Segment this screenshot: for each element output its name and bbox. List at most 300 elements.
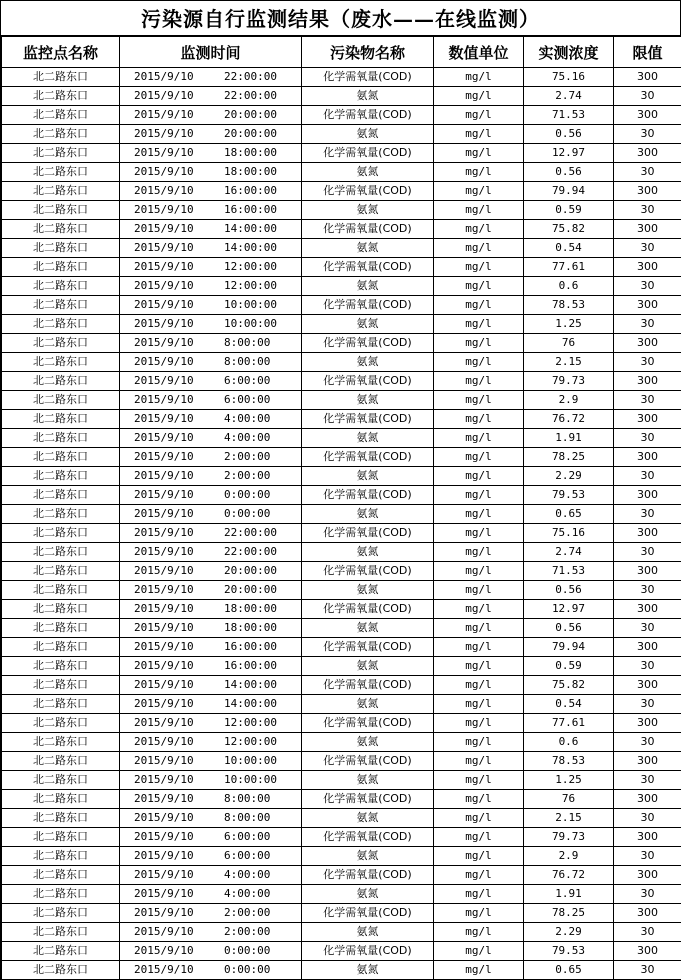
cell-value[interactable]: 0.54 [524, 695, 614, 714]
cell-pollutant[interactable]: 氨氮 [302, 87, 434, 106]
cell-date-text: 2015/9/10 [120, 772, 224, 788]
cell-pollutant[interactable]: 化学需氧量(COD) [302, 220, 434, 239]
cell-time[interactable] [120, 467, 302, 486]
cell-site[interactable]: 北二路东口 [2, 942, 120, 961]
cell-pollutant[interactable]: 化学需氧量(COD) [302, 144, 434, 163]
cell-site[interactable]: 北二路东口 [2, 258, 120, 277]
cell-unit[interactable]: mg/l [434, 961, 524, 980]
cell-limit[interactable]: 30 [614, 201, 681, 220]
cell-value[interactable]: 78.25 [524, 904, 614, 923]
cell-time-text: 16:00:00 [224, 639, 277, 655]
cell-site[interactable]: 北二路东口 [2, 296, 120, 315]
cell-site[interactable]: 北二路东口 [2, 106, 120, 125]
cell-pollutant[interactable]: 化学需氧量(COD) [302, 258, 434, 277]
cell-value[interactable]: 2.9 [524, 847, 614, 866]
cell-time[interactable] [120, 771, 302, 790]
cell-limit[interactable]: 300 [614, 524, 681, 543]
cell-unit[interactable]: mg/l [434, 866, 524, 885]
cell-site[interactable]: 北二路东口 [2, 657, 120, 676]
cell-time[interactable] [120, 315, 302, 334]
cell-site[interactable]: 北二路东口 [2, 923, 120, 942]
cell-limit[interactable]: 30 [614, 961, 681, 980]
cell-site[interactable]: 北二路东口 [2, 866, 120, 885]
cell-value[interactable]: 0.6 [524, 733, 614, 752]
cell-time[interactable] [120, 657, 302, 676]
cell-unit[interactable]: mg/l [434, 467, 524, 486]
cell-limit[interactable]: 30 [614, 315, 681, 334]
cell-unit[interactable]: mg/l [434, 410, 524, 429]
cell-time[interactable] [120, 676, 302, 695]
cell-limit[interactable]: 300 [614, 562, 681, 581]
cell-limit[interactable]: 300 [614, 942, 681, 961]
cell-unit[interactable]: mg/l [434, 885, 524, 904]
cell-value[interactable]: 79.94 [524, 182, 614, 201]
cell-value[interactable]: 79.53 [524, 486, 614, 505]
cell-pollutant[interactable]: 化学需氧量(COD) [302, 182, 434, 201]
cell-time[interactable] [120, 524, 302, 543]
cell-pollutant[interactable]: 化学需氧量(COD) [302, 562, 434, 581]
cell-site[interactable]: 北二路东口 [2, 467, 120, 486]
cell-pollutant[interactable]: 氨氮 [302, 885, 434, 904]
cell-pollutant[interactable]: 化学需氧量(COD) [302, 524, 434, 543]
cell-unit[interactable]: mg/l [434, 695, 524, 714]
cell-site[interactable]: 北二路东口 [2, 847, 120, 866]
cell-site[interactable]: 北二路东口 [2, 353, 120, 372]
cell-time[interactable] [120, 543, 302, 562]
cell-time[interactable] [120, 847, 302, 866]
cell-unit[interactable]: mg/l [434, 638, 524, 657]
cell-limit[interactable]: 30 [614, 505, 681, 524]
cell-time[interactable] [120, 372, 302, 391]
cell-limit[interactable]: 300 [614, 866, 681, 885]
cell-value[interactable]: 76 [524, 790, 614, 809]
cell-time[interactable] [120, 410, 302, 429]
cell-unit[interactable]: mg/l [434, 505, 524, 524]
cell-pollutant[interactable]: 化学需氧量(COD) [302, 714, 434, 733]
header-value[interactable]: 实测浓度 [524, 37, 614, 68]
cell-limit[interactable]: 300 [614, 106, 681, 125]
cell-limit[interactable]: 30 [614, 353, 681, 372]
cell-unit[interactable]: mg/l [434, 600, 524, 619]
cell-time[interactable] [120, 68, 302, 87]
cell-time[interactable] [120, 562, 302, 581]
cell-unit[interactable]: mg/l [434, 391, 524, 410]
cell-pollutant[interactable]: 化学需氧量(COD) [302, 296, 434, 315]
cell-site[interactable]: 北二路东口 [2, 315, 120, 334]
cell-pollutant[interactable]: 化学需氧量(COD) [302, 828, 434, 847]
cell-unit[interactable]: mg/l [434, 258, 524, 277]
cell-site[interactable]: 北二路东口 [2, 429, 120, 448]
cell-pollutant[interactable]: 氨氮 [302, 467, 434, 486]
cell-limit[interactable]: 30 [614, 885, 681, 904]
cell-site[interactable]: 北二路东口 [2, 334, 120, 353]
cell-limit[interactable]: 30 [614, 809, 681, 828]
cell-time[interactable] [120, 448, 302, 467]
cell-pollutant[interactable]: 氨氮 [302, 809, 434, 828]
cell-site[interactable]: 北二路东口 [2, 581, 120, 600]
cell-unit[interactable]: mg/l [434, 524, 524, 543]
cell-time[interactable] [120, 809, 302, 828]
cell-value[interactable]: 75.16 [524, 524, 614, 543]
cell-limit[interactable]: 30 [614, 733, 681, 752]
cell-site[interactable]: 北二路东口 [2, 714, 120, 733]
cell-time[interactable] [120, 125, 302, 144]
cell-time[interactable] [120, 201, 302, 220]
cell-time[interactable] [120, 866, 302, 885]
cell-limit[interactable]: 30 [614, 239, 681, 258]
cell-unit[interactable]: mg/l [434, 106, 524, 125]
cell-site[interactable]: 北二路东口 [2, 410, 120, 429]
cell-value[interactable]: 1.91 [524, 429, 614, 448]
cell-value[interactable]: 0.59 [524, 201, 614, 220]
cell-limit[interactable]: 300 [614, 714, 681, 733]
cell-pollutant[interactable]: 氨氮 [302, 201, 434, 220]
cell-value[interactable]: 0.65 [524, 961, 614, 980]
cell-unit[interactable]: mg/l [434, 847, 524, 866]
cell-time[interactable] [120, 391, 302, 410]
cell-value[interactable]: 78.53 [524, 752, 614, 771]
cell-time[interactable] [120, 961, 302, 980]
cell-site[interactable]: 北二路东口 [2, 391, 120, 410]
cell-site[interactable]: 北二路东口 [2, 828, 120, 847]
cell-limit[interactable]: 300 [614, 410, 681, 429]
cell-pollutant[interactable]: 氨氮 [302, 125, 434, 144]
cell-unit[interactable]: mg/l [434, 581, 524, 600]
cell-value[interactable]: 2.29 [524, 467, 614, 486]
cell-value[interactable]: 71.53 [524, 562, 614, 581]
cell-limit[interactable]: 30 [614, 163, 681, 182]
cell-site[interactable]: 北二路东口 [2, 543, 120, 562]
cell-limit[interactable]: 300 [614, 790, 681, 809]
cell-time[interactable] [120, 638, 302, 657]
cell-limit[interactable]: 30 [614, 125, 681, 144]
cell-pollutant[interactable]: 氨氮 [302, 923, 434, 942]
cell-unit[interactable]: mg/l [434, 676, 524, 695]
cell-time[interactable] [120, 106, 302, 125]
cell-unit[interactable]: mg/l [434, 657, 524, 676]
cell-limit[interactable]: 300 [614, 220, 681, 239]
cell-unit[interactable]: mg/l [434, 448, 524, 467]
cell-limit[interactable]: 30 [614, 923, 681, 942]
cell-value[interactable]: 71.53 [524, 106, 614, 125]
cell-time[interactable] [120, 695, 302, 714]
header-limit[interactable]: 限值 [614, 37, 681, 68]
cell-time[interactable] [120, 600, 302, 619]
cell-unit[interactable]: mg/l [434, 923, 524, 942]
cell-unit[interactable]: mg/l [434, 733, 524, 752]
cell-time[interactable] [120, 733, 302, 752]
cell-unit[interactable]: mg/l [434, 752, 524, 771]
cell-value[interactable]: 78.25 [524, 448, 614, 467]
cell-limit[interactable]: 300 [614, 448, 681, 467]
cell-unit[interactable]: mg/l [434, 771, 524, 790]
cell-pollutant[interactable]: 化学需氧量(COD) [302, 448, 434, 467]
cell-limit[interactable]: 300 [614, 752, 681, 771]
cell-unit[interactable]: mg/l [434, 315, 524, 334]
table-row [2, 752, 681, 771]
cell-pollutant[interactable]: 化学需氧量(COD) [302, 600, 434, 619]
cell-limit[interactable]: 30 [614, 87, 681, 106]
cell-unit[interactable]: mg/l [434, 429, 524, 448]
cell-value[interactable]: 1.25 [524, 315, 614, 334]
cell-unit[interactable]: mg/l [434, 353, 524, 372]
cell-value[interactable]: 2.15 [524, 353, 614, 372]
cell-site[interactable]: 北二路东口 [2, 372, 120, 391]
cell-unit[interactable]: mg/l [434, 220, 524, 239]
cell-limit[interactable]: 300 [614, 904, 681, 923]
cell-site[interactable]: 北二路东口 [2, 163, 120, 182]
cell-value[interactable]: 1.91 [524, 885, 614, 904]
cell-time[interactable] [120, 790, 302, 809]
cell-value[interactable]: 79.53 [524, 942, 614, 961]
cell-time-text: 6:00:00 [224, 392, 270, 408]
cell-value[interactable]: 0.56 [524, 581, 614, 600]
cell-pollutant[interactable]: 化学需氧量(COD) [302, 752, 434, 771]
cell-pollutant[interactable]: 氨氮 [302, 315, 434, 334]
cell-pollutant[interactable]: 氨氮 [302, 353, 434, 372]
cell-unit[interactable]: mg/l [434, 904, 524, 923]
cell-pollutant[interactable]: 氨氮 [302, 657, 434, 676]
cell-unit[interactable]: mg/l [434, 277, 524, 296]
cell-site[interactable]: 北二路东口 [2, 277, 120, 296]
cell-unit[interactable]: mg/l [434, 790, 524, 809]
cell-time-text: 10:00:00 [224, 297, 277, 313]
cell-unit[interactable]: mg/l [434, 182, 524, 201]
cell-time[interactable] [120, 885, 302, 904]
cell-pollutant[interactable]: 氨氮 [302, 733, 434, 752]
cell-value[interactable]: 79.94 [524, 638, 614, 657]
cell-pollutant[interactable]: 化学需氧量(COD) [302, 942, 434, 961]
cell-value[interactable]: 75.82 [524, 676, 614, 695]
cell-unit[interactable]: mg/l [434, 125, 524, 144]
cell-unit[interactable]: mg/l [434, 87, 524, 106]
cell-unit[interactable]: mg/l [434, 334, 524, 353]
cell-limit[interactable]: 30 [614, 467, 681, 486]
cell-value[interactable]: 77.61 [524, 714, 614, 733]
cell-time[interactable] [120, 619, 302, 638]
cell-pollutant[interactable]: 化学需氧量(COD) [302, 68, 434, 87]
cell-value[interactable]: 77.61 [524, 258, 614, 277]
cell-pollutant[interactable]: 化学需氧量(COD) [302, 372, 434, 391]
cell-pollutant[interactable]: 化学需氧量(COD) [302, 790, 434, 809]
cell-time[interactable] [120, 581, 302, 600]
cell-unit[interactable]: mg/l [434, 68, 524, 87]
cell-unit[interactable]: mg/l [434, 543, 524, 562]
cell-time[interactable] [120, 353, 302, 372]
cell-pollutant[interactable]: 化学需氧量(COD) [302, 486, 434, 505]
cell-limit[interactable]: 30 [614, 581, 681, 600]
cell-time[interactable] [120, 277, 302, 296]
cell-site[interactable]: 北二路东口 [2, 809, 120, 828]
cell-pollutant[interactable]: 化学需氧量(COD) [302, 676, 434, 695]
header-pollutant[interactable]: 污染物名称 [302, 37, 434, 68]
cell-limit[interactable]: 300 [614, 68, 681, 87]
cell-site[interactable]: 北二路东口 [2, 676, 120, 695]
cell-limit[interactable]: 300 [614, 258, 681, 277]
cell-site[interactable]: 北二路东口 [2, 87, 120, 106]
cell-site[interactable]: 北二路东口 [2, 125, 120, 144]
cell-limit[interactable]: 300 [614, 372, 681, 391]
cell-limit[interactable]: 300 [614, 638, 681, 657]
cell-site[interactable]: 北二路东口 [2, 752, 120, 771]
cell-value[interactable]: 79.73 [524, 828, 614, 847]
cell-time[interactable] [120, 182, 302, 201]
cell-time[interactable] [120, 144, 302, 163]
cell-limit[interactable]: 30 [614, 619, 681, 638]
cell-value[interactable]: 79.73 [524, 372, 614, 391]
cell-pollutant[interactable]: 氨氮 [302, 429, 434, 448]
cell-value[interactable]: 2.74 [524, 87, 614, 106]
cell-value[interactable]: 0.56 [524, 125, 614, 144]
cell-site[interactable]: 北二路东口 [2, 790, 120, 809]
cell-value[interactable]: 0.54 [524, 239, 614, 258]
cell-limit[interactable]: 30 [614, 657, 681, 676]
cell-value[interactable]: 1.25 [524, 771, 614, 790]
cell-limit[interactable]: 30 [614, 277, 681, 296]
cell-unit[interactable]: mg/l [434, 619, 524, 638]
cell-pollutant[interactable]: 氨氮 [302, 619, 434, 638]
cell-value[interactable]: 78.53 [524, 296, 614, 315]
cell-limit[interactable]: 30 [614, 771, 681, 790]
cell-site[interactable]: 北二路东口 [2, 505, 120, 524]
cell-value[interactable]: 76 [524, 334, 614, 353]
cell-unit[interactable]: mg/l [434, 163, 524, 182]
cell-unit[interactable]: mg/l [434, 562, 524, 581]
cell-value[interactable]: 2.9 [524, 391, 614, 410]
cell-unit[interactable]: mg/l [434, 942, 524, 961]
cell-time[interactable] [120, 163, 302, 182]
cell-limit[interactable]: 30 [614, 429, 681, 448]
cell-pollutant[interactable]: 氨氮 [302, 695, 434, 714]
cell-site[interactable]: 北二路东口 [2, 201, 120, 220]
cell-time[interactable] [120, 714, 302, 733]
cell-time[interactable] [120, 258, 302, 277]
header-time[interactable]: 监测时间 [120, 37, 302, 68]
cell-limit[interactable]: 300 [614, 144, 681, 163]
cell-pollutant[interactable]: 氨氮 [302, 581, 434, 600]
cell-pollutant[interactable]: 氨氮 [302, 847, 434, 866]
cell-value[interactable]: 0.6 [524, 277, 614, 296]
cell-site[interactable]: 北二路东口 [2, 619, 120, 638]
cell-pollutant[interactable]: 化学需氧量(COD) [302, 334, 434, 353]
cell-unit[interactable]: mg/l [434, 144, 524, 163]
cell-limit[interactable]: 300 [614, 828, 681, 847]
header-site[interactable]: 监控点名称 [2, 37, 120, 68]
cell-pollutant[interactable]: 氨氮 [302, 543, 434, 562]
cell-limit[interactable]: 30 [614, 695, 681, 714]
cell-pollutant[interactable]: 氨氮 [302, 771, 434, 790]
cell-site[interactable]: 北二路东口 [2, 961, 120, 980]
cell-time[interactable] [120, 942, 302, 961]
cell-site[interactable]: 北二路东口 [2, 182, 120, 201]
cell-value[interactable]: 0.59 [524, 657, 614, 676]
cell-limit[interactable]: 30 [614, 391, 681, 410]
cell-value[interactable]: 2.29 [524, 923, 614, 942]
cell-value[interactable]: 0.65 [524, 505, 614, 524]
cell-value[interactable]: 12.97 [524, 144, 614, 163]
cell-limit[interactable]: 30 [614, 847, 681, 866]
cell-time[interactable] [120, 486, 302, 505]
cell-unit[interactable]: mg/l [434, 714, 524, 733]
cell-site[interactable]: 北二路东口 [2, 600, 120, 619]
cell-time[interactable] [120, 239, 302, 258]
cell-unit[interactable]: mg/l [434, 372, 524, 391]
cell-value[interactable]: 12.97 [524, 600, 614, 619]
cell-site[interactable]: 北二路东口 [2, 524, 120, 543]
cell-time[interactable] [120, 220, 302, 239]
cell-unit[interactable]: mg/l [434, 296, 524, 315]
cell-time[interactable] [120, 923, 302, 942]
cell-pollutant[interactable]: 氨氮 [302, 961, 434, 980]
cell-site[interactable]: 北二路东口 [2, 885, 120, 904]
cell-value[interactable]: 2.15 [524, 809, 614, 828]
cell-time[interactable] [120, 904, 302, 923]
cell-time[interactable] [120, 334, 302, 353]
cell-site[interactable]: 北二路东口 [2, 904, 120, 923]
cell-pollutant[interactable]: 氨氮 [302, 277, 434, 296]
cell-site[interactable]: 北二路东口 [2, 733, 120, 752]
cell-site[interactable]: 北二路东口 [2, 638, 120, 657]
cell-pollutant[interactable]: 氨氮 [302, 391, 434, 410]
cell-limit[interactable]: 300 [614, 676, 681, 695]
cell-time[interactable] [120, 752, 302, 771]
cell-site[interactable]: 北二路东口 [2, 68, 120, 87]
cell-limit[interactable]: 300 [614, 486, 681, 505]
cell-limit[interactable]: 30 [614, 543, 681, 562]
cell-pollutant[interactable]: 化学需氧量(COD) [302, 106, 434, 125]
cell-value[interactable]: 75.82 [524, 220, 614, 239]
cell-pollutant[interactable]: 化学需氧量(COD) [302, 904, 434, 923]
cell-unit[interactable]: mg/l [434, 828, 524, 847]
cell-value[interactable]: 75.16 [524, 68, 614, 87]
cell-value[interactable]: 2.74 [524, 543, 614, 562]
cell-time[interactable] [120, 505, 302, 524]
cell-value[interactable]: 76.72 [524, 866, 614, 885]
cell-time[interactable] [120, 87, 302, 106]
cell-time[interactable] [120, 429, 302, 448]
cell-pollutant[interactable]: 化学需氧量(COD) [302, 866, 434, 885]
cell-site[interactable]: 北二路东口 [2, 220, 120, 239]
cell-pollutant[interactable]: 氨氮 [302, 239, 434, 258]
cell-value[interactable]: 0.56 [524, 619, 614, 638]
cell-site[interactable]: 北二路东口 [2, 695, 120, 714]
cell-site[interactable]: 北二路东口 [2, 448, 120, 467]
cell-limit[interactable]: 300 [614, 600, 681, 619]
cell-value[interactable]: 76.72 [524, 410, 614, 429]
cell-time[interactable] [120, 296, 302, 315]
cell-pollutant[interactable]: 氨氮 [302, 505, 434, 524]
cell-pollutant[interactable]: 氨氮 [302, 163, 434, 182]
cell-pollutant[interactable]: 化学需氧量(COD) [302, 410, 434, 429]
cell-unit[interactable]: mg/l [434, 809, 524, 828]
cell-limit[interactable]: 300 [614, 296, 681, 315]
cell-unit[interactable]: mg/l [434, 486, 524, 505]
cell-time[interactable] [120, 828, 302, 847]
cell-value[interactable]: 0.56 [524, 163, 614, 182]
cell-limit[interactable]: 300 [614, 334, 681, 353]
cell-site[interactable]: 北二路东口 [2, 144, 120, 163]
cell-site[interactable]: 北二路东口 [2, 486, 120, 505]
cell-unit[interactable]: mg/l [434, 201, 524, 220]
cell-time-text: 20:00:00 [224, 582, 277, 598]
header-unit[interactable]: 数值单位 [434, 37, 524, 68]
cell-site[interactable]: 北二路东口 [2, 562, 120, 581]
cell-limit[interactable]: 300 [614, 182, 681, 201]
cell-site[interactable]: 北二路东口 [2, 771, 120, 790]
cell-unit[interactable]: mg/l [434, 239, 524, 258]
cell-site[interactable]: 北二路东口 [2, 239, 120, 258]
cell-pollutant[interactable]: 化学需氧量(COD) [302, 638, 434, 657]
